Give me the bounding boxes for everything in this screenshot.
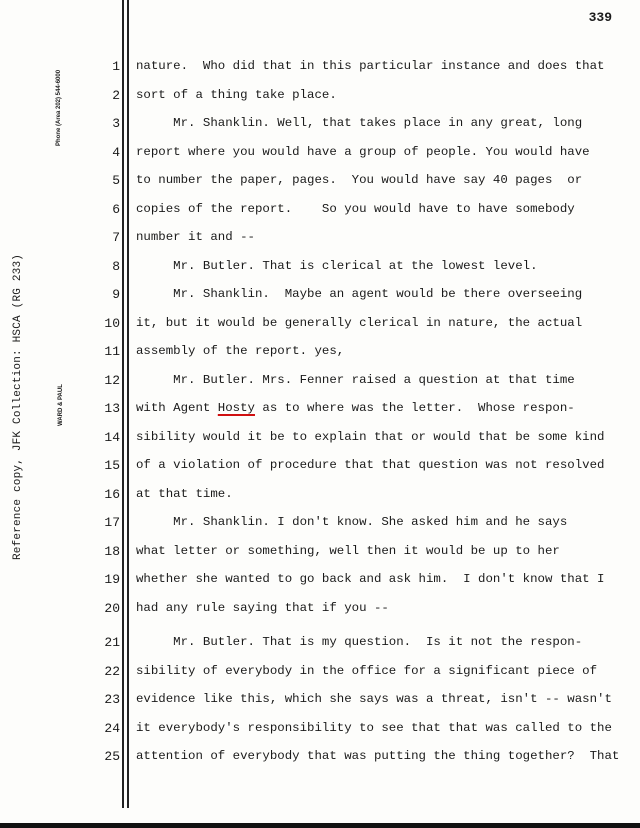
line-text: Mr. Shanklin. I don't know. She asked him and he says [136,515,568,529]
transcript-line [0,114,640,134]
reporter-firm-note: WARD & PAUL [58,384,64,426]
line-text: what letter or something, well then it would be up to her [136,543,560,558]
line-text-before-name: with Agent [136,401,218,415]
line-number: 4 [112,144,120,160]
line-number: 11 [104,344,120,359]
line-number: 17 [104,515,120,530]
transcript-line [0,690,640,710]
transcript-line [0,171,640,191]
line-number: 19 [104,572,120,587]
transcript-line [0,485,640,505]
line-text: to number the paper, pages. You would have say 40 pages or [136,173,583,187]
line-number: 15 [104,458,120,473]
transcript-line [0,200,640,220]
line-text: Mr. Shanklin. Well, that takes place in any great, long [136,116,583,130]
line-number: 22 [104,663,120,679]
line-text: sibility of everybody in the office for a significant piece of [136,663,598,678]
transcript-line [0,456,640,476]
transcript-line [0,542,640,562]
line-text: sort of a thing take place. [136,87,337,102]
line-text: number it and -- [136,230,255,244]
line-number: 3 [112,116,120,131]
line-number: 6 [112,201,120,217]
underlined-name-hosty: Hosty [217,401,255,415]
line-text [136,401,632,415]
transcript-line [0,257,640,277]
transcript-line [0,428,640,448]
line-text: whether she wanted to go back and ask him. I don't know that I [136,572,605,586]
transcript-line [0,314,640,334]
bottom-edge-bar [0,823,640,828]
line-text: copies of the report. So you would have to have somebody [136,201,575,216]
line-number: 5 [112,173,120,188]
transcript-line [0,371,640,391]
line-number: 16 [104,486,120,502]
line-number: 24 [104,720,120,736]
transcript-line [0,399,640,419]
line-text: Mr. Butler. Mrs. Fenner raised a question at that time [136,372,575,387]
line-number: 20 [104,600,120,616]
transcript-line [0,570,640,590]
line-text-after-name: as to where was the letter. Whose respon- [254,401,575,415]
transcript-line [0,342,640,362]
line-number: 10 [104,315,120,331]
line-number: 23 [104,692,120,707]
transcript-line [0,662,640,682]
line-number: 2 [112,87,120,103]
transcript-line [0,143,640,163]
line-text: attention of everybody that was putting the thing together? That [136,749,620,763]
line-text: it everybody's responsibility to see that that was called to the [136,720,612,735]
line-number: 1 [112,59,120,74]
line-number: 21 [104,635,120,650]
phone-margin-note: Phone (Area 202) 544-6000 [56,69,62,146]
line-text: sibility would it be to explain that or would that be some kind [136,429,605,444]
line-number: 8 [112,258,120,274]
line-text: at that time. [136,486,233,501]
line-text: Mr. Butler. That is clerical at the lowest level. [136,258,538,273]
line-number: 12 [104,372,120,388]
line-text: Mr. Butler. That is my question. Is it not the respon- [136,635,583,649]
line-text: of a violation of procedure that that question was not resolved [136,458,605,472]
transcript-line [0,86,640,106]
line-number: 25 [104,749,120,764]
line-text: nature. Who did that in this particular instance and does that [136,59,605,73]
reference-copy-note: Reference copy, JFK Collection: HSCA (RG 233) [12,253,24,560]
transcript-line [0,633,640,653]
line-text: Mr. Shanklin. Maybe an agent would be there overseeing [136,287,583,301]
line-number: 9 [112,287,120,302]
page-number: 339 [588,10,612,25]
transcript-line [0,599,640,619]
transcript-line [0,57,640,77]
line-text: had any rule saying that if you -- [136,600,389,615]
line-text: evidence like this, which she says was a threat, isn't -- wasn't [136,692,612,706]
transcript-line [0,285,640,305]
transcript-line [0,719,640,739]
line-text: assembly of the report. yes, [136,344,345,358]
line-text: it, but it would be generally clerical in nature, the actual [136,315,583,330]
line-number: 18 [104,543,120,559]
line-number: 14 [104,429,120,445]
transcript-line [0,747,640,767]
line-number: 13 [104,401,120,416]
line-number: 7 [112,230,120,245]
transcript-line [0,513,640,533]
line-text: report where you would have a group of people. You would have [136,144,590,159]
transcript-line [0,228,640,248]
